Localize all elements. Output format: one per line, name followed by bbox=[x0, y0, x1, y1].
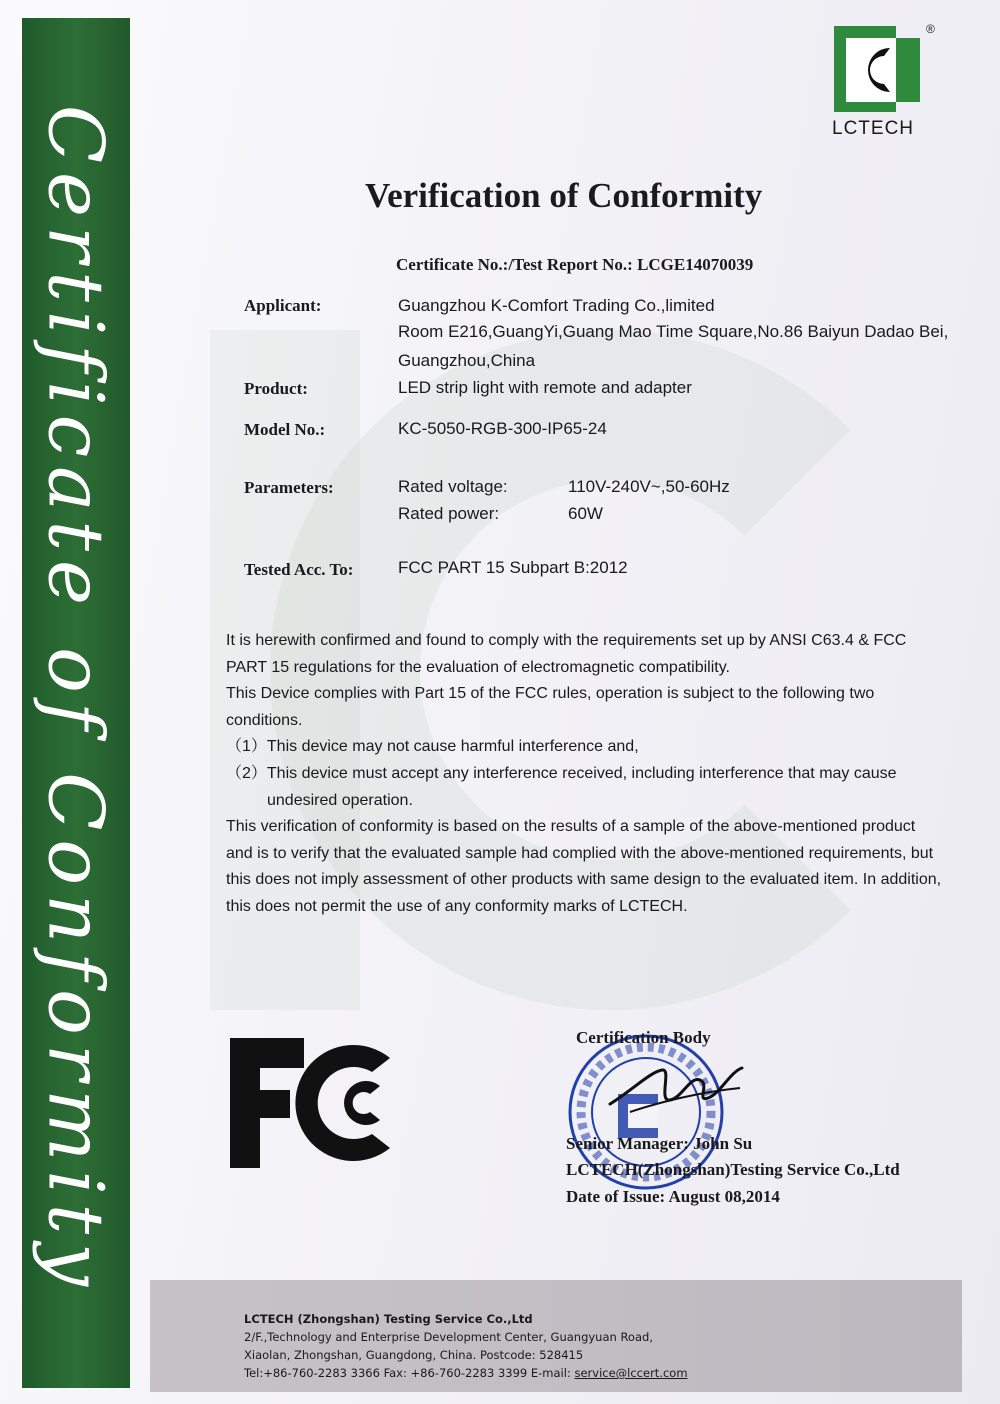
logo-text: LCTECH bbox=[832, 118, 915, 139]
footer-address-line: 2/F.,Technology and Enterprise Development Center, Guangyuan Road, bbox=[244, 1330, 653, 1344]
tested-value: FCC PART 15 Subpart B:2012 bbox=[398, 558, 628, 577]
conformity-statement bbox=[226, 628, 946, 921]
footer-company-name: LCTECH (Zhongshan) Testing Service Co.,Ltd bbox=[244, 1312, 533, 1326]
applicant-line: Guangzhou,China bbox=[398, 351, 536, 370]
parameter-name: Rated voltage: bbox=[398, 477, 508, 496]
applicant-line: Guangzhou K-Comfort Trading Co.,limited bbox=[398, 296, 715, 315]
tested-label: Tested Acc. To: bbox=[244, 560, 354, 579]
footer-address-line: Xiaolan, Zhongshan, Guangdong, China. Postcode: 528415 bbox=[244, 1348, 584, 1362]
footer-contact-line bbox=[244, 1364, 688, 1382]
senior-manager: Senior Manager: John Su bbox=[566, 1134, 753, 1153]
footer-phone-fax: Tel:+86-760-2283 3366 Fax: +86-760-2283 3399 E-mail: bbox=[244, 1366, 575, 1380]
applicant-line: Room E216,GuangYi,Guang Mao Time Square,No.86 Baiyun Dadao Bei, bbox=[398, 322, 949, 341]
condition-item-continuation: undesired operation. bbox=[267, 791, 413, 809]
parameter-value: 60W bbox=[568, 504, 603, 523]
parameter-value: 110V-240V~,50-60Hz bbox=[568, 477, 730, 496]
fc-logo-icon bbox=[230, 1038, 430, 1168]
signature-icon bbox=[600, 1052, 750, 1122]
registered-mark: ® bbox=[926, 22, 935, 36]
condition-item: （2）This device must accept any interference received, including interference that may cause bbox=[226, 764, 897, 782]
statement-paragraph: This verification of conformity is based on the results of a sample of the above-mentioned product and is to verify that the evaluated sample had complied with the above-mentioned requirements, but this does not imply assessment of other products with same design to the evaluated item. In addition, this does not permit the use of any conformity marks of LCTECH. bbox=[226, 818, 942, 915]
lctech-logo-icon bbox=[832, 18, 932, 118]
model-value: KC-5050-RGB-300-IP65-24 bbox=[398, 419, 607, 438]
footer-email-link[interactable]: service@lccert.com bbox=[574, 1366, 688, 1380]
parameter-name: Rated power: bbox=[398, 504, 500, 523]
testing-company: LCTECH(Zhongshan)Testing Service Co.,Ltd bbox=[566, 1160, 900, 1179]
applicant-label: Applicant: bbox=[244, 296, 322, 315]
side-banner-text: Certificate of Conformity bbox=[31, 104, 121, 1296]
certification-body-label: Certification Body bbox=[576, 1028, 711, 1047]
footer-address bbox=[244, 1310, 688, 1382]
footer-band bbox=[150, 1280, 962, 1392]
issue-date: Date of Issue: August 08,2014 bbox=[566, 1187, 780, 1206]
certificate-number: Certificate No.:/Test Report No.: LCGE14070039 bbox=[396, 255, 754, 274]
condition-item: （1）This device may not cause harmful interference and, bbox=[226, 738, 639, 756]
product-label: Product: bbox=[244, 379, 308, 398]
lctech-logo bbox=[832, 18, 942, 148]
parameters-label: Parameters: bbox=[244, 478, 334, 497]
model-label: Model No.: bbox=[244, 420, 326, 439]
document-title: Verification of Conformity bbox=[365, 176, 763, 215]
product-value: LED strip light with remote and adapter bbox=[398, 378, 692, 397]
statement-paragraph: This Device complies with Part 15 of the FCC rules, operation is subject to the following two conditions. bbox=[226, 685, 875, 729]
statement-paragraph: It is herewith confirmed and found to comply with the requirements set up by ANSI C63.4 & FCC PART 15 regulations for the evaluation of electromagnetic compatibility. bbox=[226, 632, 907, 676]
